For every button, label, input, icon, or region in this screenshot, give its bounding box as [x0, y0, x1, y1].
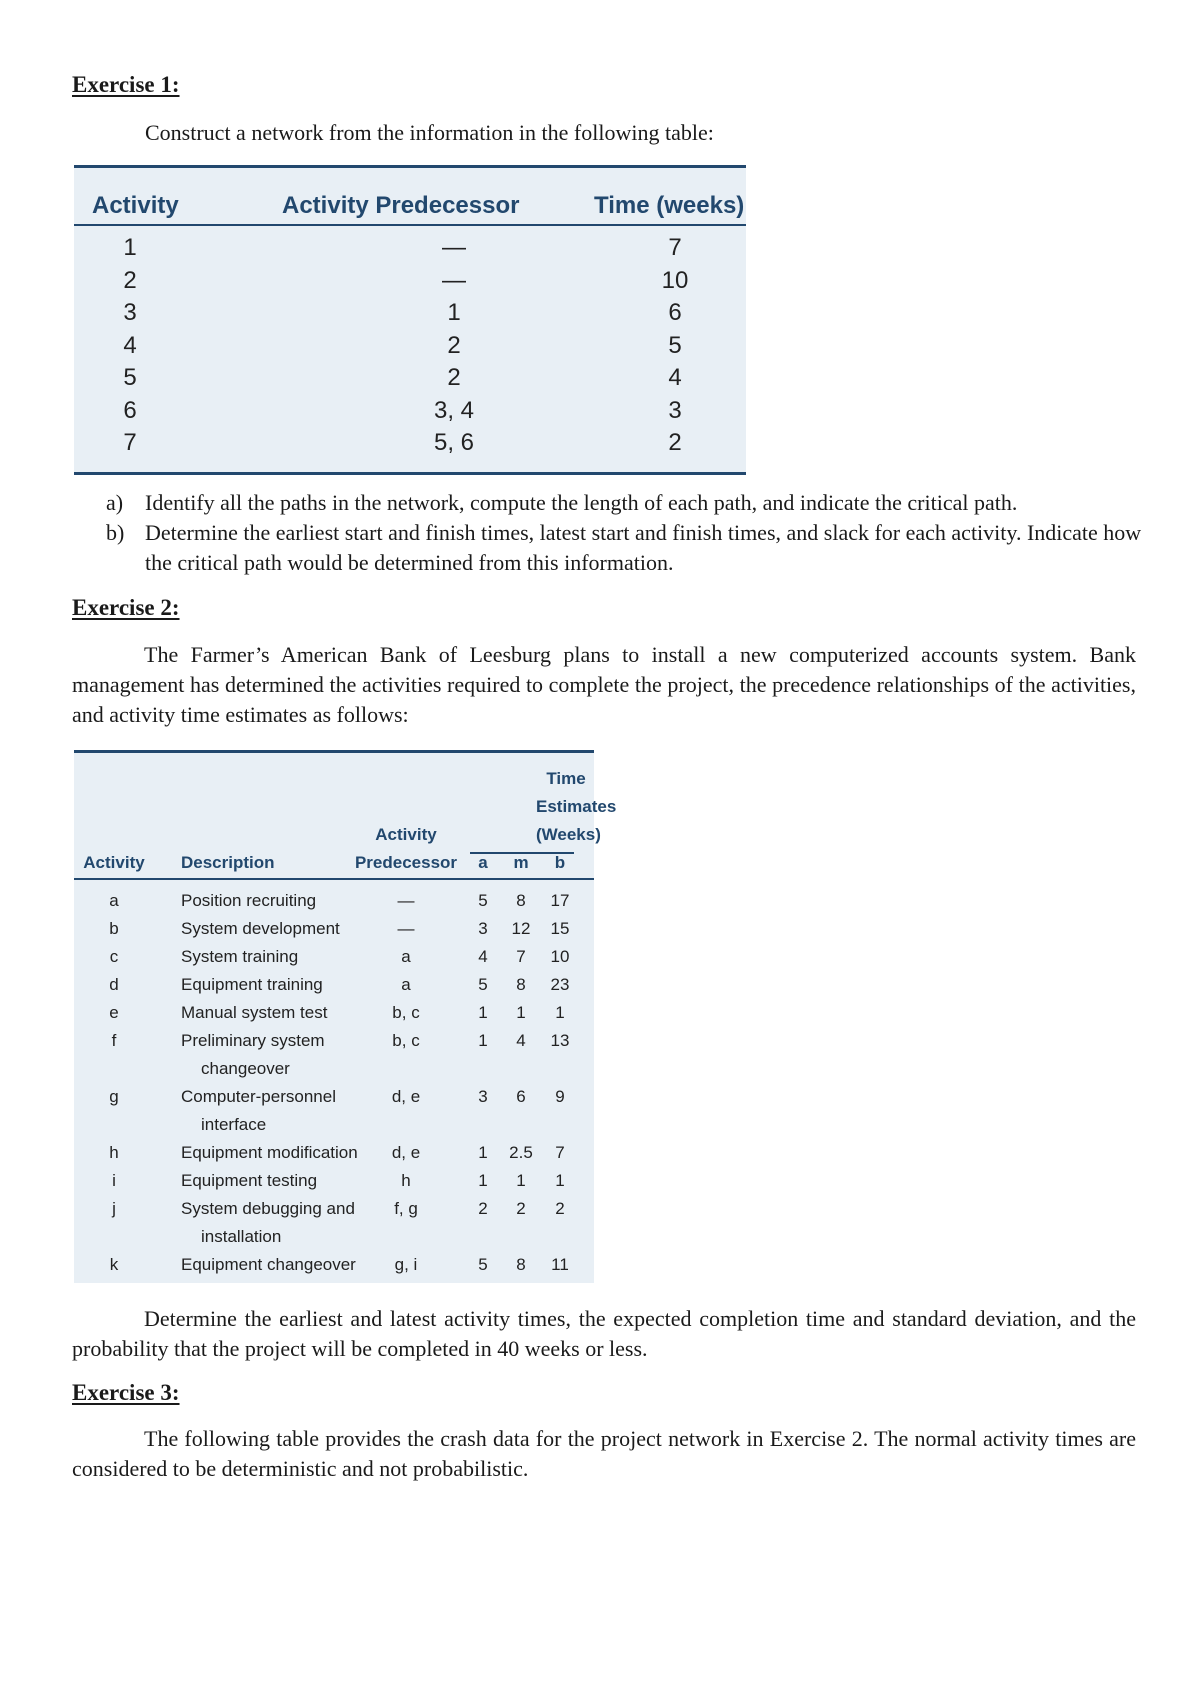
exercise-3-heading: Exercise 3:: [72, 1380, 180, 1405]
activity-cell: 2: [123, 266, 137, 294]
b-cell: 17: [550, 891, 570, 910]
time-header-line-2: Estimates: [536, 797, 617, 816]
m-cell: 1: [516, 1171, 526, 1190]
predecessor-cell: b, c: [392, 1003, 420, 1022]
table-row: [74, 1195, 594, 1251]
table-1-header: [74, 188, 746, 226]
header-time: Time (weeks): [594, 192, 745, 219]
activity-cell: k: [109, 1255, 119, 1274]
description-line-1: Equipment testing: [181, 1171, 318, 1190]
table-2-header-rule: [74, 878, 594, 880]
activity-cell: 5: [123, 364, 137, 391]
activity-cell: g: [109, 1087, 119, 1106]
a-cell: 1: [478, 1143, 488, 1162]
table-row: [74, 971, 594, 999]
table-row: [74, 943, 594, 971]
question-b-text: Determine the earliest start and finish times, latest start and finish times, and slack for each activity. Indicate how the critical path would be determined from this information.: [145, 520, 1142, 575]
time-cell: 2: [668, 429, 682, 456]
table-row: [74, 887, 594, 915]
activity-cell: 4: [123, 331, 137, 359]
m-cell: 6: [516, 1087, 526, 1106]
b-cell: 1: [555, 1003, 565, 1022]
activity-table-1: [74, 165, 746, 475]
table-row: [74, 330, 746, 362]
predecessor-header: [338, 821, 474, 877]
a-cell: 1: [478, 1171, 488, 1190]
table-row: [74, 999, 594, 1027]
exercise-1-heading: Exercise 1:: [72, 72, 180, 97]
table-row: [74, 232, 746, 264]
predecessor-cell: —: [397, 919, 415, 938]
a-cell: 1: [478, 1003, 488, 1022]
pred-header-line-2: Predecessor: [354, 853, 458, 872]
activity-cell: d: [109, 975, 119, 994]
predecessor-cell: 1: [447, 299, 461, 326]
m-cell: 8: [516, 891, 526, 910]
m-cell: 2: [516, 1199, 526, 1218]
activity-cell: 6: [123, 396, 137, 424]
exercise-2-intro-text: The Farmer’s American Bank of Leesburg plans to install a new computerized accounts system. Bank management has determined the activities required to complete the project, the precedence relationships of the activities, and activity time estimates as follows:: [72, 642, 1136, 727]
b-cell: 23: [550, 975, 570, 994]
activity-table-2: [74, 750, 617, 1283]
time-header-line-1: Time: [546, 769, 586, 788]
header-predecessor: Activity Predecessor: [282, 192, 520, 219]
exercise-3-intro-text: The following table provides the crash data for the project network in Exercise 2. The normal activity times are considered to be deterministic and not probabilistic.: [72, 1426, 1136, 1481]
exercise-2-question-text: Determine the earliest and latest activity times, the expected completion time and standard deviation, and the probability that the project will be completed in 40 weeks or less.: [72, 1306, 1136, 1361]
question-b-marker: b): [106, 520, 125, 545]
predecessor-cell: g, i: [394, 1255, 418, 1274]
predecessor-cell: f, g: [394, 1199, 418, 1218]
a-cell: 2: [478, 1199, 488, 1218]
header-a: a: [478, 853, 488, 872]
predecessor-cell: a: [401, 947, 411, 966]
predecessor-cell: d, e: [391, 1143, 421, 1162]
predecessor-cell: —: [442, 234, 466, 261]
a-cell: 4: [478, 947, 488, 966]
a-cell: 5: [478, 1255, 488, 1274]
activity-cell: f: [111, 1031, 117, 1050]
header-description: Description: [181, 853, 275, 872]
table-row: [74, 915, 594, 943]
table-row: [74, 1139, 594, 1167]
predecessor-cell: 2: [447, 364, 461, 391]
a-cell: 5: [478, 891, 488, 910]
description-line-2: installation: [201, 1227, 282, 1246]
time-estimates-header: [536, 765, 617, 849]
m-cell: 4: [516, 1031, 526, 1050]
b-cell: 1: [555, 1171, 565, 1190]
exercise-2-intro: [72, 640, 1136, 730]
exercise-2-heading: Exercise 2:: [72, 595, 180, 620]
predecessor-cell: —: [442, 266, 466, 294]
table-row: [74, 427, 746, 459]
description-line-1: Manual system test: [181, 1003, 328, 1022]
activity-cell: e: [109, 1003, 119, 1022]
exercise-2-question: [72, 1304, 1136, 1364]
m-cell: 12: [511, 919, 531, 938]
b-cell: 15: [550, 919, 570, 938]
m-cell: 8: [516, 975, 526, 994]
time-cell: 10: [661, 266, 689, 294]
activity-cell: 1: [123, 234, 137, 261]
predecessor-cell: 2: [447, 331, 461, 359]
pred-header-line-1: Activity: [375, 825, 437, 844]
description-line-1: Equipment changeover: [181, 1255, 356, 1274]
question-a-text: Identify all the paths in the network, compute the length of each path, and indicate the critical path.: [145, 490, 1018, 515]
predecessor-cell: 3, 4: [433, 396, 475, 424]
predecessor-cell: h: [401, 1171, 411, 1190]
description-line-2: interface: [201, 1115, 267, 1134]
header-activity: Activity: [92, 192, 179, 219]
exercise-1-intro: Construct a network from the information in the following table:: [145, 120, 714, 145]
header-activity-2: Activity: [83, 853, 145, 872]
description-line-1: Equipment modification: [181, 1143, 358, 1162]
description-line-1: System debugging and: [181, 1199, 355, 1218]
table-row: [74, 297, 746, 329]
header-m: m: [513, 853, 529, 872]
question-b: [106, 518, 1146, 578]
description-line-1: Position recruiting: [181, 891, 317, 910]
a-cell: 5: [478, 975, 488, 994]
activity-cell: 7: [123, 429, 137, 456]
table-row: [74, 1027, 594, 1083]
predecessor-cell: —: [397, 891, 415, 910]
activity-cell: a: [109, 891, 119, 910]
table-row: [74, 1083, 594, 1139]
m-cell: 8: [516, 1255, 526, 1274]
activity-cell: b: [109, 919, 119, 938]
b-cell: 13: [550, 1031, 570, 1050]
table-row: [74, 1251, 594, 1279]
table-row: [74, 1167, 594, 1195]
question-a-marker: a): [106, 490, 124, 515]
time-cell: 6: [668, 299, 682, 326]
b-cell: 7: [555, 1143, 565, 1162]
predecessor-cell: a: [401, 975, 411, 994]
activity-cell: h: [109, 1143, 119, 1162]
m-cell: 2.5: [509, 1143, 533, 1162]
predecessor-cell: 5, 6: [433, 429, 475, 456]
description-line-1: Computer-personnel: [181, 1087, 336, 1106]
table-row: [74, 395, 746, 427]
a-cell: 3: [478, 919, 488, 938]
time-header-line-3: (Weeks): [536, 825, 601, 844]
description-line-1: Preliminary system: [181, 1031, 325, 1050]
predecessor-cell: d, e: [391, 1087, 421, 1106]
b-cell: 2: [555, 1199, 565, 1218]
description-line-1: System training: [181, 947, 299, 966]
a-cell: 1: [478, 1031, 488, 1050]
m-cell: 1: [516, 1003, 526, 1022]
a-cell: 3: [478, 1087, 488, 1106]
table-row: [74, 265, 746, 297]
question-a: [106, 488, 1146, 518]
b-cell: 9: [555, 1087, 565, 1106]
time-cell: 5: [668, 331, 682, 359]
b-cell: 11: [551, 1255, 569, 1274]
predecessor-cell: b, c: [392, 1031, 420, 1050]
b-cell: 10: [550, 947, 570, 966]
activity-cell: i: [112, 1171, 116, 1190]
description-line-1: System development: [181, 919, 340, 938]
description-line-1: Equipment training: [181, 975, 323, 994]
table-row: [74, 362, 746, 394]
activity-cell: 3: [123, 299, 137, 326]
time-cell: 4: [668, 364, 682, 391]
activity-cell: c: [109, 947, 119, 966]
description-line-2: changeover: [201, 1059, 290, 1078]
time-cell: 3: [668, 396, 682, 424]
activity-cell: j: [112, 1199, 116, 1218]
exercise-3-intro: [72, 1424, 1136, 1484]
m-cell: 7: [516, 947, 526, 966]
time-cell: 7: [668, 234, 682, 261]
header-b: b: [554, 853, 566, 872]
